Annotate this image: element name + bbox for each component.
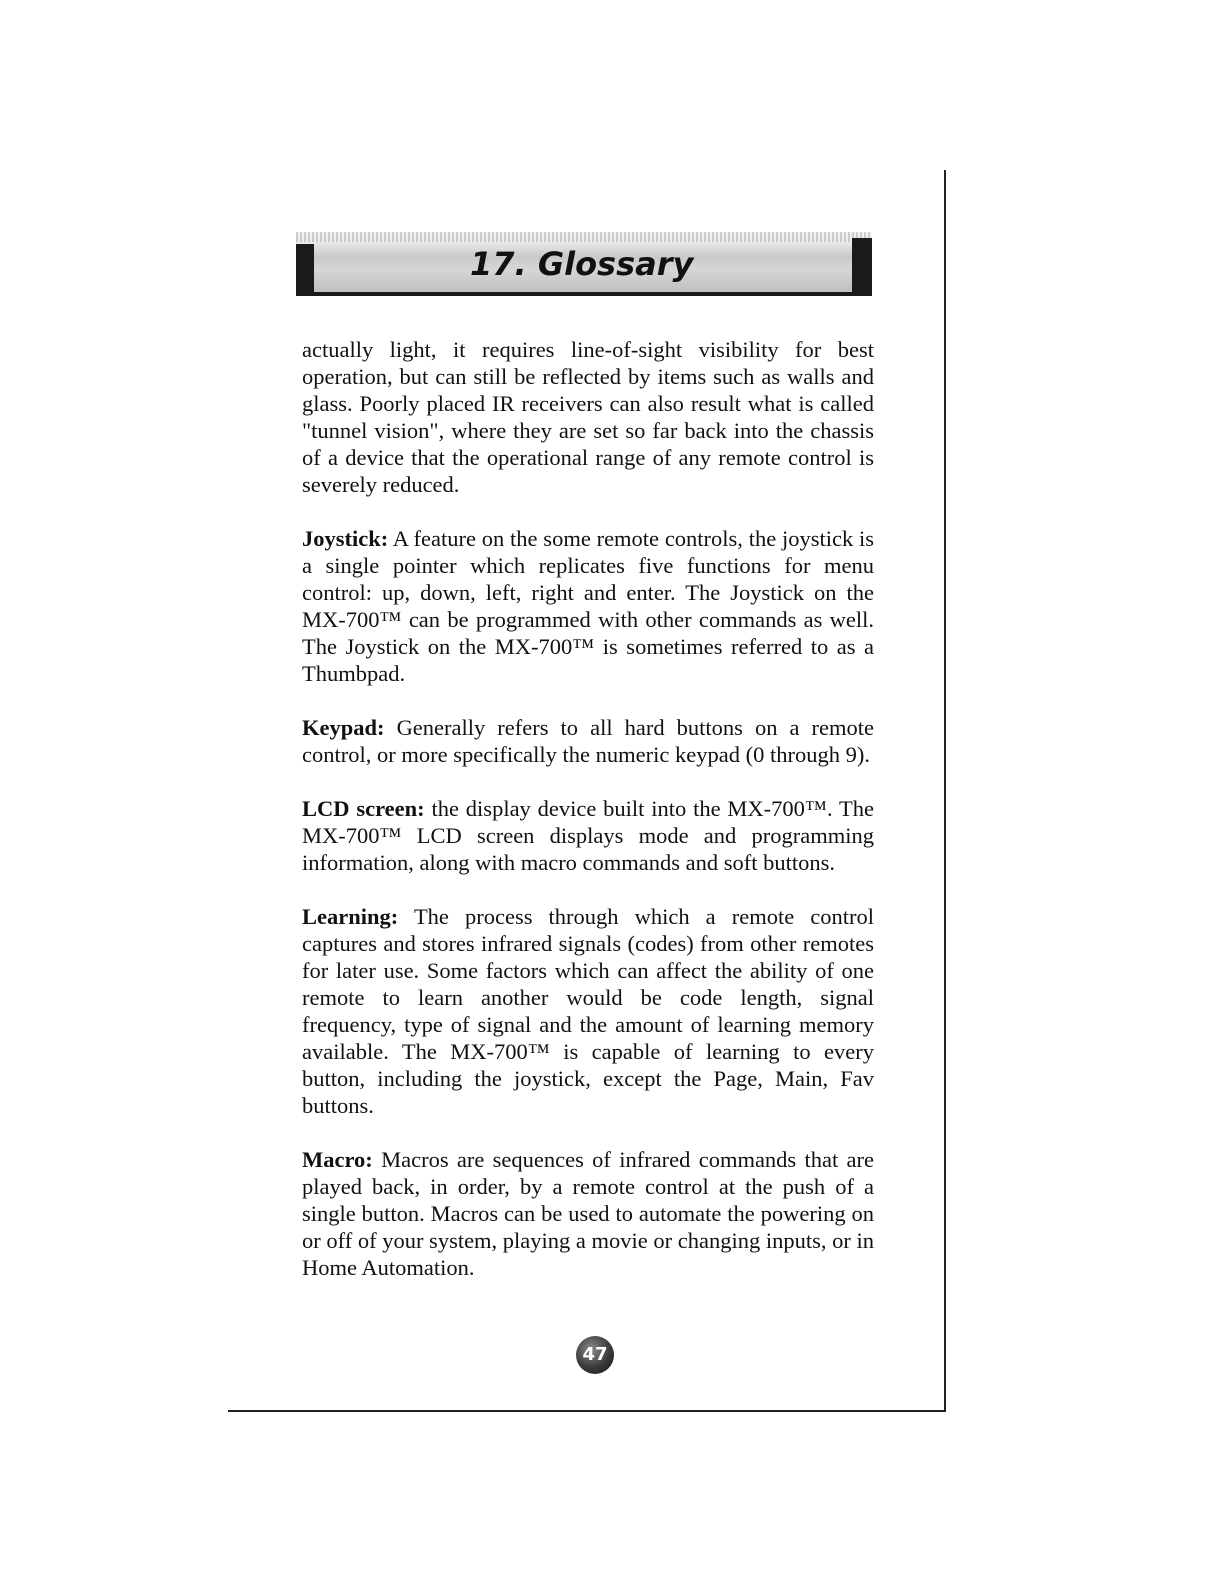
glossary-definition: The process through which a remote control captures and stores infrared signals (codes) from other remotes for later use. Some factors which can affect the ability of one remote to learn another would be code length, signal frequency, type of signal and the amount of learning memory available. The MX-700™ is capable of learning to every button, including the joystick, except the Page, Main, Fav buttons. bbox=[302, 904, 874, 1118]
header-underline bbox=[296, 292, 872, 296]
glossary-definition: Macros are sequences of infrared commands that are played back, in order, by a remote control at the push of a single button. Macros can be used to automate the powering on or off of your system, playing a movie or changing inputs, or in Home Automation. bbox=[302, 1147, 874, 1280]
glossary-definition: the display device built into the MX-700™. The MX-700™ LCD screen displays mode and programming information, along with macro commands and soft buttons. bbox=[302, 796, 875, 875]
page-number-badge: 47 bbox=[576, 1336, 614, 1374]
header-left-cap bbox=[296, 244, 314, 296]
glossary-definition: A feature on the some remote controls, the joystick is a single pointer which replicates five functions for menu control: up, down, left, right and enter. The Joystick on the MX-700™ can be programmed with other commands as well. The Joystick on the MX-700™ is sometimes referred to as a Thumbpad. bbox=[302, 526, 874, 686]
glossary-term: Keypad: bbox=[302, 715, 385, 740]
section-title: 17. Glossary bbox=[470, 245, 694, 283]
intro-paragraph: actually light, it requires line-of-sight visibility for best operation, but can still be reflected by items such as walls and glass. Poorly placed IR receivers can also result what is called "tunnel vision", where they are set so far back into the chassis of a device that the operational range of any remote control is severely reduced. bbox=[302, 337, 874, 497]
glossary-entry-macro bbox=[302, 1146, 874, 1281]
glossary-entry-lcd-screen bbox=[302, 795, 874, 876]
glossary-entry-joystick bbox=[302, 525, 874, 687]
glossary-term: Macro: bbox=[302, 1147, 373, 1172]
glossary-content bbox=[302, 336, 874, 1308]
glossary-entry-learning bbox=[302, 903, 874, 1119]
glossary-definition: Generally refers to all hard buttons on a remote control, or more specifically the numeric keypad (0 through 9). bbox=[302, 715, 875, 767]
glossary-term: LCD screen: bbox=[302, 796, 425, 821]
glossary-term: Joystick: bbox=[302, 526, 389, 551]
page-bottom-border bbox=[228, 1410, 946, 1412]
header-right-cap bbox=[852, 238, 872, 296]
glossary-entry-keypad bbox=[302, 714, 874, 768]
page-right-border bbox=[944, 170, 946, 1412]
glossary-term: Learning: bbox=[302, 904, 399, 929]
